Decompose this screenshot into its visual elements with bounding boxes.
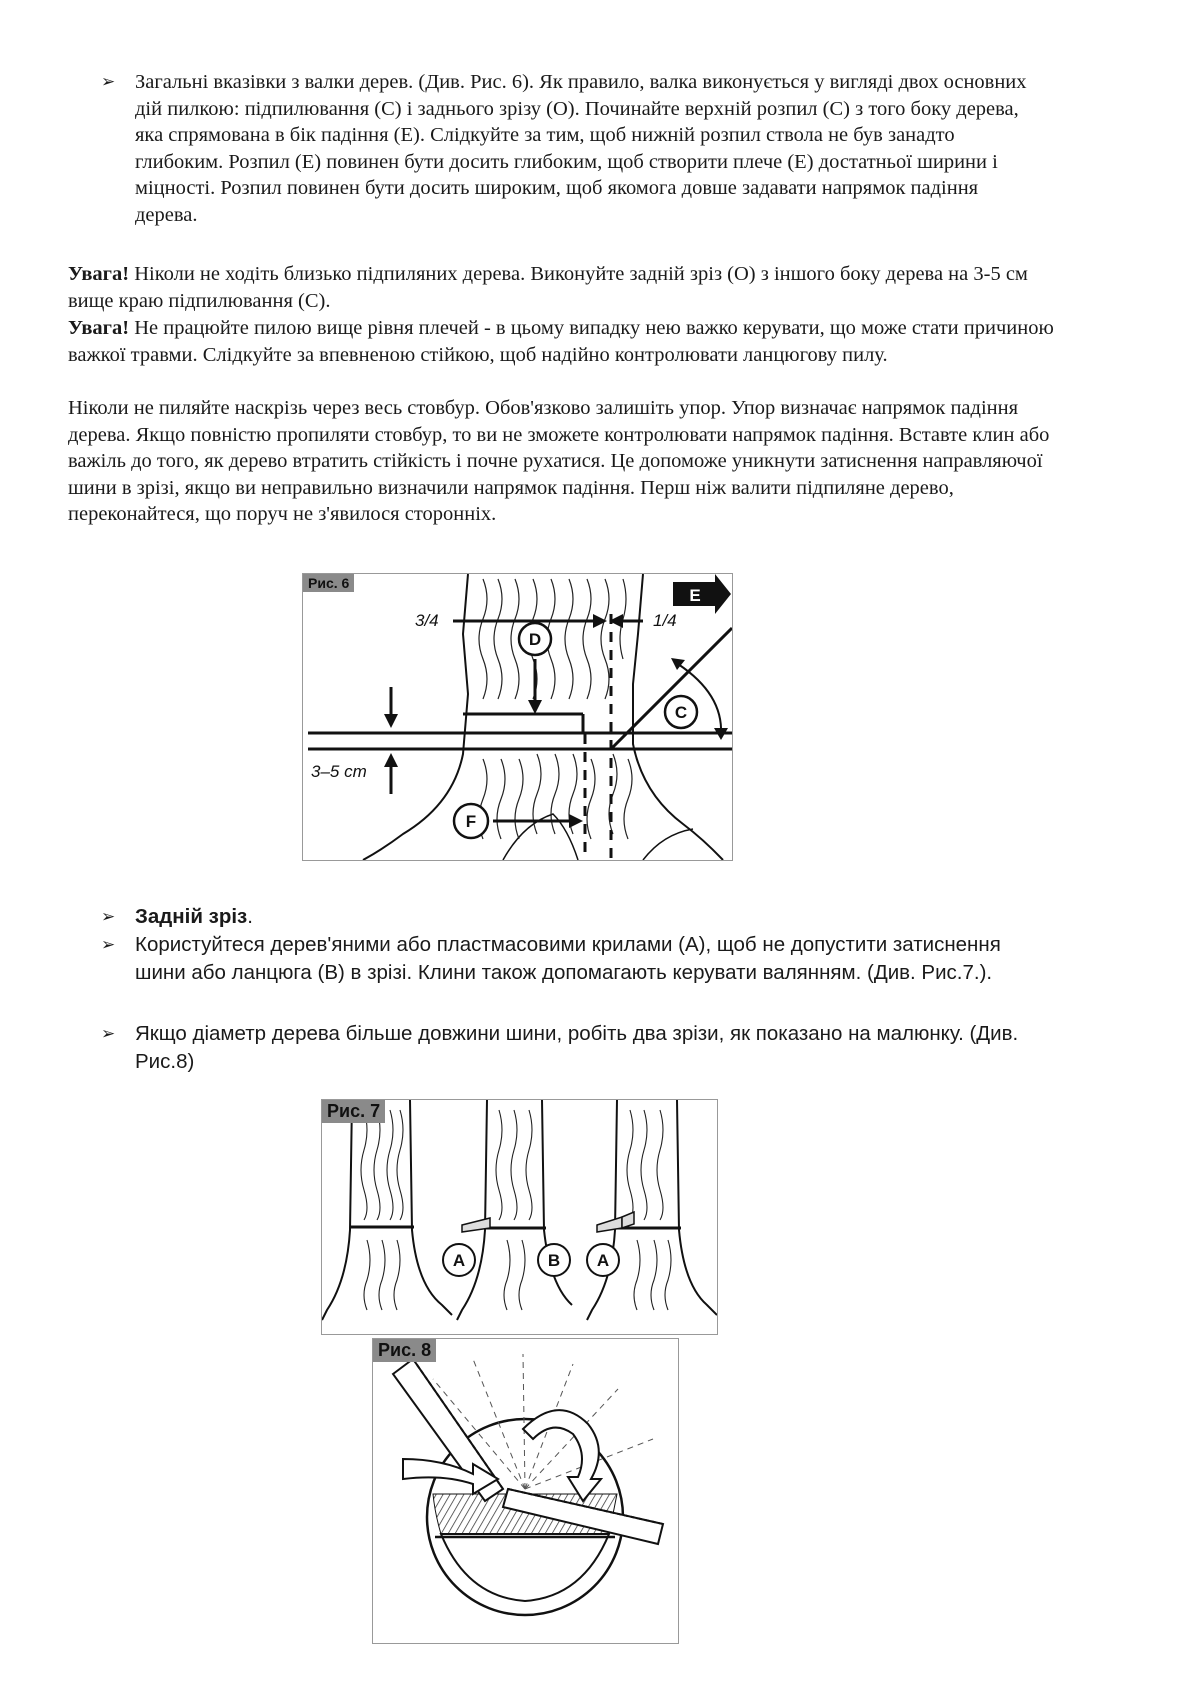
label-3-4: 3/4 — [415, 611, 439, 630]
figure-6-label: Рис. 6 — [303, 574, 354, 592]
arrow-bullet-icon: ➢ — [101, 935, 116, 955]
warning-label: Увага! — [68, 263, 130, 285]
figure-8 — [372, 1338, 679, 1644]
warning-label: Увага! — [68, 317, 130, 339]
figure-6 — [302, 573, 733, 861]
bullet-text: Загальні вказівки з валки дерев. (Див. Рис. 6). Як правило, валка виконується у вигляді двох основних дій пилкою: підпилювання (С) і заднього зрізу (О). Починайте верхній розпил (С) з того боку дерева, яка спрямована в бік падіння (Е). Слідкуйте за тим, щоб нижній розпил ствола не був занадто глибоким. Розпил (Е) повинен бути досить глибоким, щоб створити плече (Е) достатньої ширини і міцності. Розпил повинен бути досить широким, щоб якомога довше задавати напрямок падіння дерева. — [135, 71, 1027, 226]
label-d: D — [528, 630, 542, 649]
label-3-5cm: 3–5 cm — [311, 762, 367, 781]
figure-7-drawing — [322, 1100, 717, 1334]
label-f: F — [465, 812, 477, 831]
label-e: E — [689, 586, 701, 605]
figure-6-drawing — [303, 574, 732, 860]
arrow-bullet-icon: ➢ — [101, 907, 116, 927]
bullet-text: Якщо діаметр дерева більше довжини шини, робіть два зрізи, як показано на малюнку. (Див. Рис.8) — [135, 1022, 1019, 1073]
label-1-4: 1/4 — [653, 611, 677, 630]
warning-text: Ніколи не ходіть близько підпиляних дерева. Виконуйте задній зріз (О) з іншого боку дерева на 3-5 см вище краю підпилювання (С). — [68, 263, 1028, 312]
figure-7-label: Рис. 7 — [322, 1100, 385, 1123]
warning-1 — [68, 261, 1058, 314]
warning-text: Не працюйте пилою вище рівня плечей - в цьому випадку нею важко керувати, що може стати причиною важкої травми. Слідкуйте за впевненою стійкою, щоб надійно контролювати ланцюгову пилу. — [68, 317, 1054, 366]
arrow-bullet-icon: ➢ — [101, 72, 116, 92]
arrow-bullet-icon: ➢ — [101, 1024, 116, 1044]
bullet-back-cut — [101, 903, 1031, 931]
bullet-wedges — [101, 931, 1031, 987]
label-a-1: A — [452, 1251, 466, 1270]
label-a-2: A — [596, 1251, 610, 1270]
back-cut-heading: Задній зріз — [135, 905, 248, 928]
paragraph-felling: Ніколи не пиляйте наскрізь через весь стовбур. Обов'язково залишіть упор. Упор визначає напрямок падіння дерева. Якщо повністю пропиляти стовбур, то ви не зможете контролювати напрямок падіння. Вставте клин або важіль до того, як дерево втратить стійкість і почне рухатися. Це допоможе уникнути затиснення направляючої шини в зрізі, якщо ви неправильно визначили напрямок падіння. Перш ніж валити підпиляне дерево, переконайтеся, що поруч не з'явилося сторонніх. — [68, 397, 1050, 525]
warning-2 — [68, 315, 1058, 368]
bullet-felling-instructions — [101, 69, 1031, 228]
figure-8-drawing — [373, 1339, 678, 1643]
back-cut-period: . — [247, 905, 253, 928]
figure-8-label: Рис. 8 — [373, 1339, 436, 1362]
label-c: C — [674, 703, 688, 722]
bullet-text: Користуйтеся дерев'яними або пластмасовими крилами (А), щоб не допустити затиснення шини або ланцюга (В) в зрізі. Клини також допомагають керувати валянням. (Див. Рис.7.). — [135, 933, 1001, 984]
bullet-two-cuts — [101, 1020, 1031, 1076]
figure-7 — [321, 1099, 718, 1335]
label-b: B — [547, 1251, 561, 1270]
